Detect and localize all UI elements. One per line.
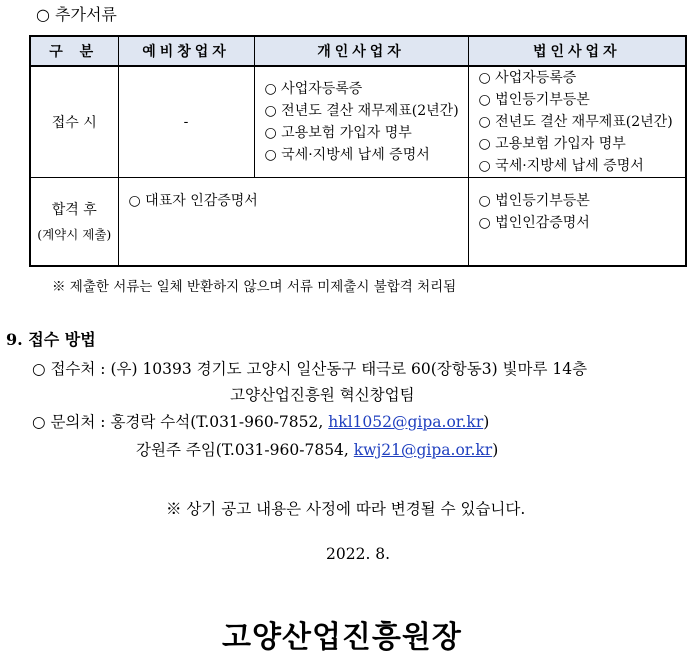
header-individual: 개인사업자 (254, 36, 468, 66)
contact-1-email-link[interactable]: hkl1052@gipa.or.kr (328, 413, 484, 431)
row-label-sub: (계약시 제출) (37, 227, 112, 243)
list-item: ○ 법인등기부등본 (478, 92, 590, 108)
individual-docs-cell (254, 66, 468, 178)
contact-line-1 (32, 410, 489, 432)
row-label-submission (30, 66, 118, 178)
pre-founder-cell: - (118, 66, 254, 178)
table-row (30, 178, 686, 266)
change-notice: ※ 상기 공고 내용은 사정에 따라 변경될 수 있습니다. (166, 500, 526, 518)
table-row (30, 66, 686, 178)
table-header-row (30, 36, 686, 66)
row-label: 접수 시 (51, 115, 97, 131)
header-category: 구 분 (30, 36, 118, 66)
contact-2-email-link[interactable]: kwj21@gipa.or.kr (353, 441, 493, 459)
corporate-docs-cell (468, 66, 686, 178)
pre-and-individual-docs-cell (118, 178, 468, 266)
issuer-signature: 고양산업진흥원장 (222, 620, 462, 655)
list-item: ○ 대표자 인감증명서 (128, 193, 258, 209)
header-corporate: 법인사업자 (468, 36, 686, 66)
corporate-docs-cell (468, 178, 686, 266)
section-additional-documents: ○ 추가서류 (36, 5, 117, 24)
header-pre-founder: 예비창업자 (118, 36, 254, 66)
documents-table (29, 35, 687, 267)
contact-1-close: ) (483, 413, 490, 431)
list-item: ○ 고용보험 가입자 명부 (264, 125, 412, 141)
list-item: ○ 고용보험 가입자 명부 (478, 136, 626, 152)
row-label-after-pass (30, 178, 118, 266)
list-item: ○ 전년도 결산 재무제표(2년간) (478, 114, 673, 130)
list-item: ○ 법인등기부등본 (478, 193, 590, 209)
contact-1-text: ○ 문의처 : 홍경락 수석(T.031-960-7852, (32, 413, 329, 431)
contact-2-close: ) (492, 441, 499, 459)
contact-line-2 (136, 438, 498, 460)
list-item: ○ 전년도 결산 재무제표(2년간) (264, 103, 459, 119)
list-item: ○ 법인인감증명서 (478, 215, 590, 231)
list-item: ○ 국세·지방세 납세 증명서 (264, 147, 430, 163)
address-line: ○ 접수처 : (우) 10393 경기도 고양시 일산동구 태극로 60(장항동3) 빛마루 14층 (32, 360, 588, 378)
list-item: ○ 국세·지방세 납세 증명서 (478, 158, 644, 174)
row-label: 합격 후 (51, 202, 97, 219)
list-item: ○ 사업자등록증 (478, 70, 577, 86)
documents-note: ※ 제출한 서류는 일체 반환하지 않으며 서류 미제출시 불합격 처리됨 (52, 279, 457, 295)
contact-2-text: 강원주 주임(T.031-960-7854, (136, 441, 354, 459)
list-item: ○ 사업자등록증 (264, 81, 363, 97)
document-date: 2022. 8. (326, 545, 391, 563)
address-line-2: 고양산업진흥원 혁신창업팀 (230, 386, 415, 404)
section-9-title: 9. 접수 방법 (6, 330, 96, 349)
